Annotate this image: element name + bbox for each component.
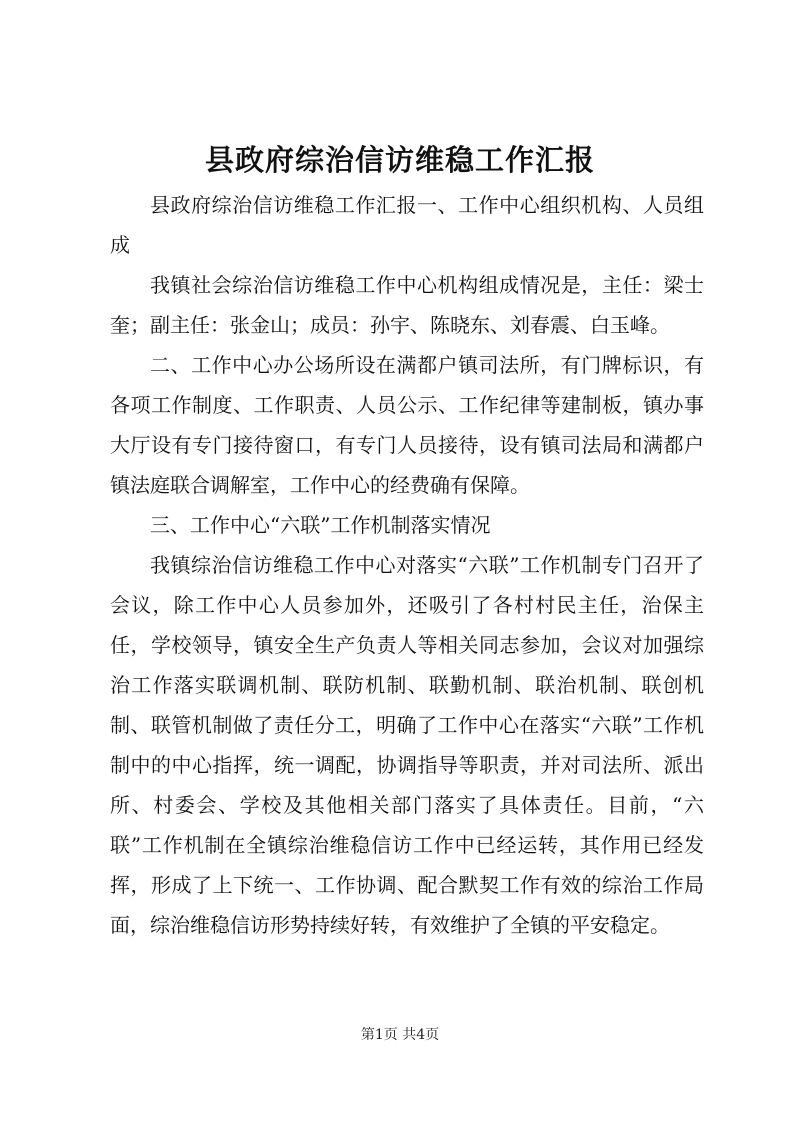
document-body <box>110 185 704 945</box>
paragraph-intro: 县政府综治信访维稳工作汇报一、工作中心组织机构、人员组成 <box>110 193 704 257</box>
paragraph-six-links: 我镇综治信访维稳工作中心对落实“六联”工作机制专门召开了会议，除工作中心人员参加外，还吸引了各村村民主任，治保主任，学校领导，镇安全生产负责人等相关同志参加，会议对加强综治工作落实联调机制、联防机制、联勤机制、联治机制、联创机制、联管机制做了责任分工，明确了工作中心在落实“六联”工作机制中的中心指挥，统一调配，协调指导等职责，并对司法所、派出所、村委会、学校及其他相关部门落实了具体责任。目前，“六联”工作机制在全镇综治维稳信访工作中已经运转，其作用已经发挥，形成了上下统一、工作协调、配合默契工作有效的综治工作局面，综治维稳信访形势持续好转，有效维护了全镇的平安稳定。 <box>110 553 704 937</box>
section-heading-six-links: 三、工作中心“六联”工作机制落实情况 <box>150 513 491 537</box>
page-indicator: 第1页 共4页 <box>360 1027 440 1043</box>
paragraph-members: 我镇社会综治信访维稳工作中心机构组成情况是，主任：梁士奎；副主任：张金山；成员：孙宇、陈晓东、刘春震、白玉峰。 <box>110 273 704 337</box>
paragraph-office: 二、工作中心办公场所设在满都户镇司法所，有门牌标识，有各项工作制度、工作职责、人员公示、工作纪律等建制板，镇办事大厅设有专门接待窗口，有专门人员接待，设有镇司法局和满都户镇法庭联合调解室，工作中心的经费确有保障。 <box>110 353 704 497</box>
document-title: 县政府综治信访维稳工作汇报 <box>204 143 595 177</box>
